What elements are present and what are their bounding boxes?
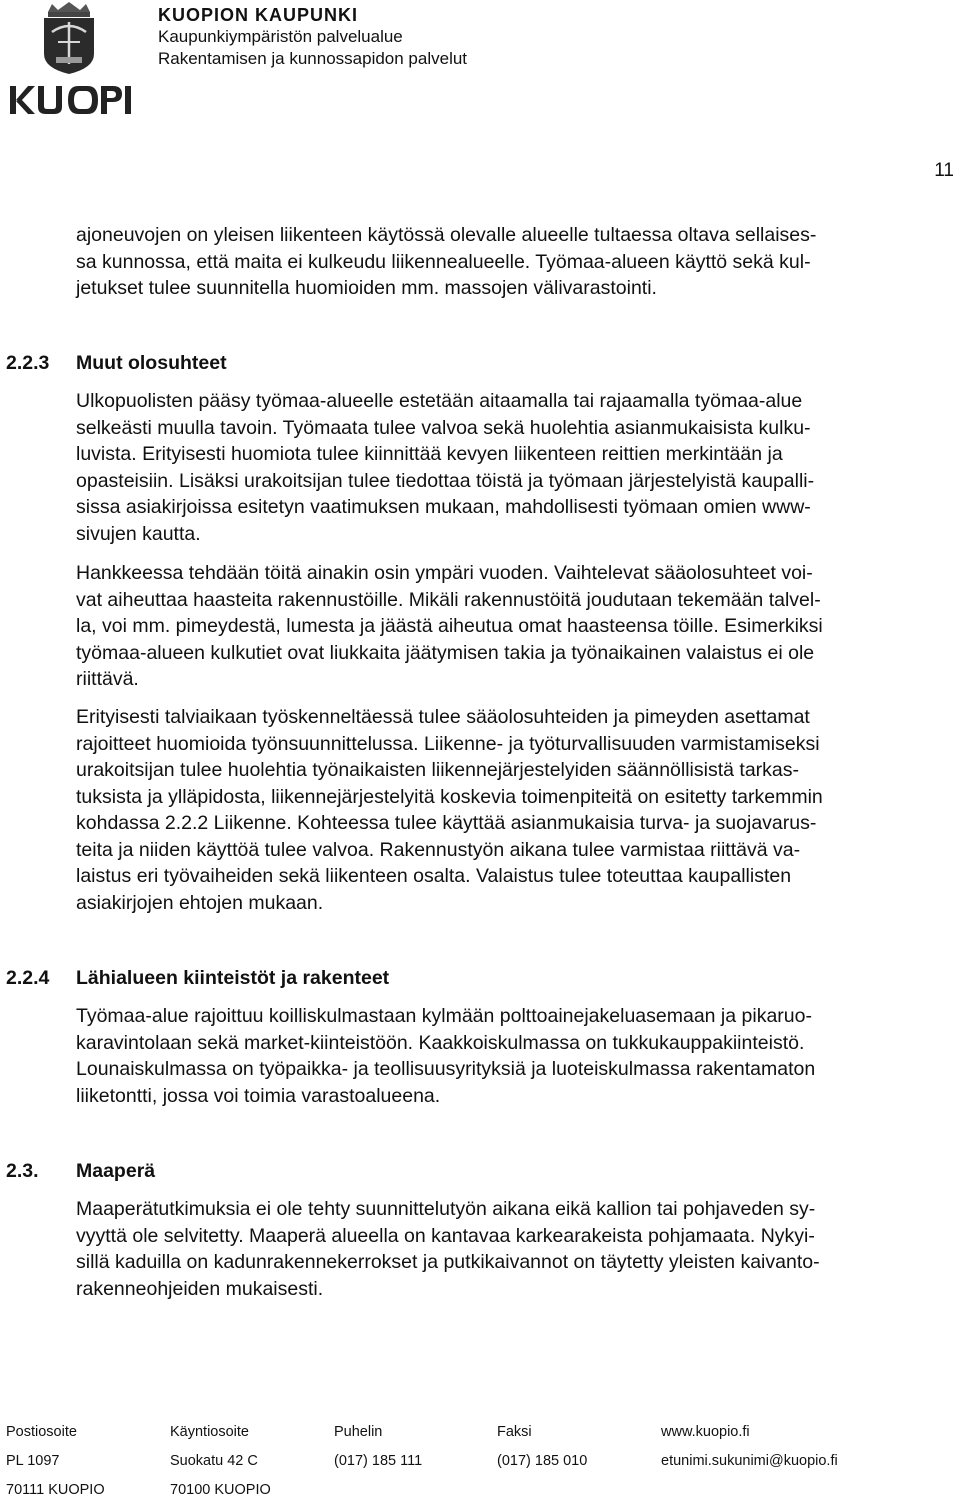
footer-phone [334, 1418, 422, 1476]
text-line: Erityisesti talviaikaan työskenneltäessä tulee sääolosuhteiden ja pimeyden asettamat [76, 706, 810, 728]
text-line: la, voi mm. pimeydestä, lumesta ja jäästä aiheutua omat haasteensa töille. Esimerkiksi [76, 615, 823, 637]
footer-web [661, 1418, 838, 1476]
footer-postal-address [6, 1418, 105, 1505]
department-name: Kaupunkiympäristön palvelualue [158, 27, 403, 46]
text-line: rajoitteet huomioida työnsuunnittelussa. Liikenne- ja työturvallisuuden varmistamiseksi [76, 732, 820, 755]
paragraph-winter [76, 704, 956, 916]
footer-value: Suokatu 42 C [170, 1453, 258, 1469]
footer-value: PL 1097 [6, 1453, 60, 1469]
text-line: karavintolaan sekä market-kiinteistöön. Kaakkoiskulmassa on tukkukauppakiinteistö. [76, 1031, 805, 1054]
section-heading-23 [6, 1158, 155, 1184]
unit-name: Rakentamisen ja kunnossapidon palvelut [158, 49, 468, 68]
paragraph-soil [76, 1196, 956, 1302]
footer-value: (017) 185 010 [497, 1453, 588, 1469]
footer-label: Postiosoite [6, 1424, 77, 1440]
section-heading-223 [6, 350, 227, 376]
text-line: työmaa-alueen kulkutiet ovat liukkaita jäätymisen takia ja työnaikainen valaistus ei ole [76, 641, 815, 664]
text-line: teita ja niiden käyttöä tulee valvoa. Rakennustyön aikana tulee varmistaa riittävä va- [76, 838, 801, 861]
text-line: Maaperätutkimuksia ei ole tehty suunnittelutyön aikana eikä kallion tai pohjaveden sy- [76, 1198, 816, 1220]
section-title: Maaperä [76, 1160, 156, 1182]
city-logo [4, 2, 134, 122]
text-line: sa kunnossa, että maita ei kulkeudu liikennealueelle. Työmaa-alueen käyttö sekä kul- [76, 250, 811, 273]
text-line: sissa asiakirjoissa esitetyn vaatimuksen mukaan, mahdollisesti työmaan omien www- [76, 496, 811, 518]
text-line: asiakirjojen ehtojen mukaan. [76, 891, 324, 914]
text-line: kohdassa 2.2.2 Liikenne. Kohteessa tulee käyttää asianmukaisia turva- ja suojavarus- [76, 812, 817, 834]
text-line: sillä kaduilla on kadunrakennekerrokset ja putkikaivannot on täytetty yleisten kaivanto- [76, 1251, 820, 1273]
text-line: luvista. Erityisesti huomiota tulee kiinnittää kevyen liikenteen reittien merkintään ja [76, 443, 783, 465]
footer-label: Käyntiosoite [170, 1424, 249, 1440]
text-line: vyyttä ole selvitetty. Maaperä alueella on kantavaa karkearakeista pohjamaata. Nykyi- [76, 1224, 815, 1247]
coat-of-arms-icon [4, 2, 134, 122]
text-line: tuksista ja ylläpidosta, liikennejärjestelyitä koskevia toimenpiteitä on esitetty tarkemmin [76, 785, 823, 808]
section-number: 2.2.4 [6, 967, 50, 989]
paragraph-neighbourhood [76, 1003, 956, 1109]
paragraph-weather [76, 560, 956, 693]
footer-label: Puhelin [334, 1424, 383, 1440]
intro-paragraph [76, 222, 956, 302]
text-line: selkeästi muulla tavoin. Työmaata tulee valvoa sekä huolehtia asianmukaisista kulku- [76, 416, 811, 439]
text-line: urakoitsijan tulee huolehtia työnaikaisten liikennejärjestelyiden säännöllisistä tarkas- [76, 759, 799, 781]
section-title: Lähialueen kiinteistöt ja rakenteet [76, 967, 390, 989]
email-link[interactable]: etunimi.sukunimi@kuopio.fi [661, 1453, 838, 1469]
text-line: liiketontti, jossa voi toimia varastoalueena. [76, 1084, 441, 1107]
section-number: 2.2.3 [6, 352, 50, 374]
text-line: jetukset tulee suunnitella huomioiden mm. massojen välivarastointi. [76, 277, 657, 299]
text-line: vat aiheuttaa haasteita rakennustöille. Mikäli rakennustöitä joudutaan tekemään talvel- [76, 588, 821, 611]
footer-value: (017) 185 111 [334, 1453, 423, 1469]
footer-visiting-address [170, 1418, 271, 1505]
text-line: riittävä. [76, 668, 139, 690]
letterhead [158, 4, 467, 70]
text-line: Työmaa-alue rajoittuu koilliskulmastaan kylmään polttoainejakeluasemaan ja pikaruo- [76, 1005, 812, 1027]
footer-value: 70111 KUOPIO [6, 1482, 105, 1498]
section-number: 2.3. [6, 1160, 39, 1182]
text-line: opasteisiin. Lisäksi urakoitsijan tulee tiedottaa töistä ja työmaan järjestelyistä kaupalli- [76, 469, 815, 492]
text-line: Hankkeessa tehdään töitä ainakin osin ympäri vuoden. Vaihtelevat sääolosuhteet voi- [76, 562, 813, 584]
text-line: Ulkopuolisten pääsy työmaa-alueelle estetään aitaamalla tai rajaamalla työmaa-alue [76, 390, 803, 412]
text-line: rakenneohjeiden mukaisesti. [76, 1277, 324, 1300]
footer-label: Faksi [497, 1424, 532, 1440]
text-line: ajoneuvojen on yleisen liikenteen käytössä olevalle alueelle tultaessa oltava sellaises- [76, 224, 817, 246]
paragraph-access [76, 388, 956, 547]
footer-fax [497, 1418, 587, 1476]
section-title: Muut olosuhteet [76, 352, 227, 374]
page-number: 11 [934, 160, 954, 181]
text-line: laistus eri työvaiheiden sekä liikenteen osalta. Valaistus tulee toteuttaa kaupallisten [76, 865, 792, 887]
section-heading-224 [6, 965, 389, 991]
website-link[interactable]: www.kuopio.fi [661, 1424, 750, 1440]
footer-value: 70100 KUOPIO [170, 1482, 271, 1498]
text-line: sivujen kautta. [76, 522, 201, 545]
text-line: Lounaiskulmassa on työpaikka- ja teollisuusyrityksiä ja luoteiskulmassa rakentamaton [76, 1058, 816, 1080]
organization-name: KUOPION KAUPUNKI [158, 5, 359, 25]
